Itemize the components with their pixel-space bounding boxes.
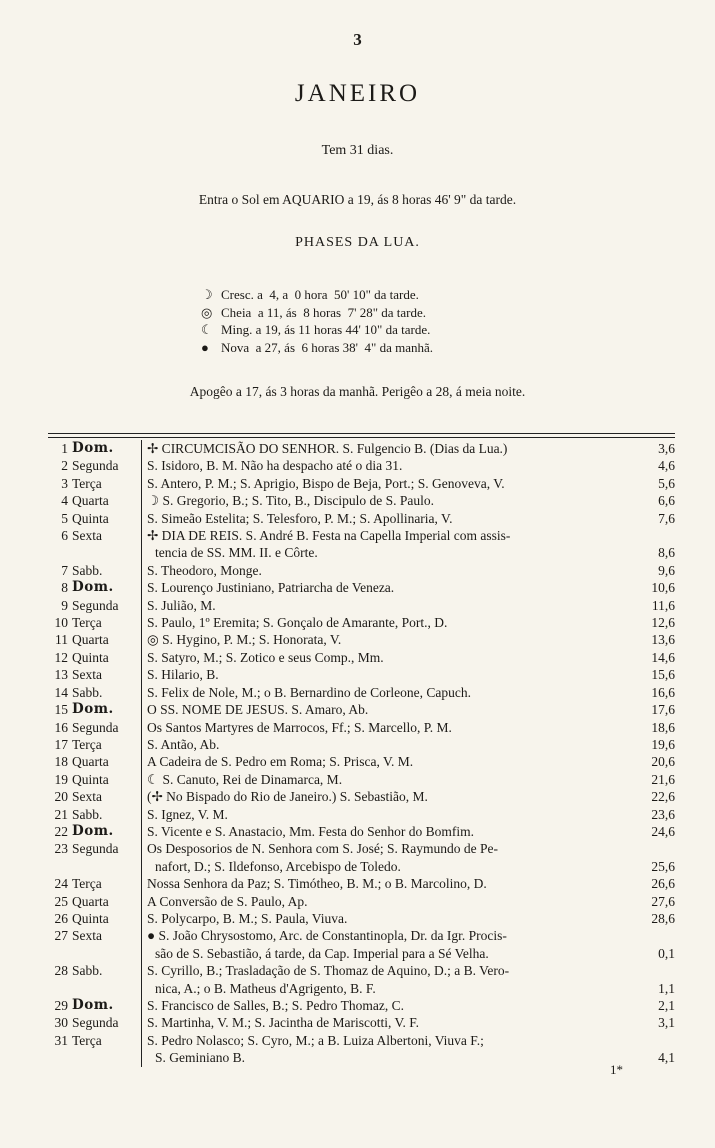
table-row — [48, 562, 675, 579]
moon-days-value: 2,1 — [658, 998, 675, 1013]
saints-text — [142, 492, 623, 509]
saints-line: S. Lourenço Justiniano, Patriarcha de Veneza. — [147, 580, 395, 596]
saints-line: nica, A.; o B. Matheus d'Agrigento, B. F. — [155, 980, 376, 996]
weekday: Segunda — [72, 1015, 119, 1031]
table-row — [48, 1032, 675, 1067]
table-row — [48, 492, 675, 509]
phase-text: Nova a 27, ás 6 horas 38' 4" da manhã. — [221, 339, 433, 355]
moon-days-value: 18,6 — [651, 719, 675, 735]
day-number: 3 — [61, 475, 68, 491]
weekday: Quarta — [72, 893, 109, 909]
saints-text — [142, 893, 623, 910]
table-row — [48, 579, 675, 596]
moon-days-value: 19,6 — [651, 736, 675, 752]
moon-days-value: 1,1 — [658, 980, 675, 996]
table-row — [48, 875, 675, 892]
phase-text: Cheia a 11, ás 8 horas 7' 28" da tarde. — [221, 304, 426, 320]
table-rule-top — [48, 433, 675, 434]
saints-text — [142, 579, 623, 596]
days-count: Tem 31 dias. — [321, 143, 394, 158]
table-row — [48, 788, 675, 805]
weekday: Sexta — [72, 928, 102, 944]
saints-line: S. Paulo, 1º Eremita; S. Gonçalo de Amarante, Port., D. — [147, 615, 448, 631]
phase-row — [201, 339, 433, 357]
weekday: Terça — [72, 876, 102, 892]
saints-line: S. Satyro, M.; S. Zotico e seus Comp., Mm. — [147, 649, 384, 665]
day-number: 17 — [54, 736, 68, 752]
table-row — [48, 753, 675, 770]
day-number: 30 — [54, 1015, 68, 1031]
saints-line: Os Desposorios de N. Senhora com S. José; S. Raymundo de Pe- — [147, 841, 498, 857]
table-row — [48, 962, 675, 997]
saints-text — [142, 597, 623, 614]
saints-line: ● S. João Chrysostomo, Arc. de Constantinopla, Dr. da Igr. Procis- — [147, 928, 507, 944]
moon-days-value: 23,6 — [651, 806, 675, 822]
saints-line: S. Antero, P. M.; S. Aprigio, Bispo de Beja, Port.; S. Genoveva, V. — [147, 475, 505, 491]
weekday: Sabb. — [72, 806, 103, 822]
saints-line: S. Francisco de Salles, B.; S. Pedro Thomaz, C. — [147, 998, 404, 1013]
saints-text — [142, 788, 623, 805]
moon-days-value: 12,6 — [651, 615, 675, 631]
table-row — [48, 927, 675, 962]
day-number: 1 — [61, 441, 68, 456]
saints-text — [142, 631, 623, 648]
weekday: Sabb. — [72, 684, 103, 700]
saints-line: S. Pedro Nolasco; S. Cyro, M.; a B. Luiza Albertoni, Viuva F.; — [147, 1032, 484, 1048]
saints-line: Os Santos Martyres de Marrocos, Ff.; S. Marcello, P. M. — [147, 719, 452, 735]
saints-text — [142, 927, 623, 962]
saints-text — [142, 510, 623, 527]
weekday: Dom. — [72, 579, 114, 596]
table-row — [48, 701, 675, 718]
crescent-moon-icon: ☽ — [201, 287, 213, 302]
table-row — [48, 823, 675, 840]
weekday: Dom. — [72, 822, 114, 839]
saints-text — [142, 997, 623, 1014]
weekday: Sexta — [72, 667, 102, 683]
weekday: Quinta — [72, 649, 109, 665]
table-row — [48, 631, 675, 648]
moon-days-value: 4,1 — [658, 1050, 675, 1066]
weekday: Dom. — [72, 440, 114, 456]
saints-line: S. Geminiano B. — [155, 1050, 245, 1066]
day-number: 31 — [54, 1032, 68, 1048]
weekday: Quinta — [72, 771, 109, 787]
moon-days-value: 20,6 — [651, 754, 675, 770]
table-row — [48, 614, 675, 631]
moon-days-value: 13,6 — [651, 632, 675, 648]
day-number: 9 — [61, 597, 68, 613]
saints-text — [142, 1014, 623, 1031]
moon-phases — [201, 286, 433, 356]
saints-line: S. Vicente e S. Anastacio, Mm. Festa do Senhor do Bomfim. — [147, 823, 475, 839]
phase-row — [201, 286, 433, 304]
day-number: 14 — [54, 684, 68, 700]
moon-days-value: 7,6 — [658, 510, 675, 526]
saints-text — [142, 562, 623, 579]
table-row — [48, 1014, 675, 1031]
moon-days-value: 4,6 — [658, 458, 675, 474]
saints-text — [142, 962, 623, 997]
weekday: Quarta — [72, 493, 109, 509]
table-row — [48, 457, 675, 474]
day-number: 26 — [54, 910, 68, 926]
weekday: Segunda — [72, 841, 119, 857]
saints-line: nafort, D.; S. Ildefonso, Arcebispo de Toledo. — [155, 858, 401, 874]
day-number: 29 — [54, 998, 68, 1013]
saints-line: S. Simeão Estelita; S. Telesforo, P. M.; S. Apollinaria, V. — [147, 510, 453, 526]
table-rule-second — [48, 437, 675, 438]
saints-line: S. Felix de Nole, M.; o B. Bernardino de Corleone, Capuch. — [147, 684, 471, 700]
phase-text: Cresc. a 4, a 0 hora 50' 10" da tarde. — [221, 287, 419, 302]
weekday: Sabb. — [72, 963, 103, 979]
saints-text — [142, 475, 623, 492]
full-moon-icon: ◎ — [201, 304, 213, 320]
moon-days-value: 21,6 — [651, 771, 675, 787]
saints-line: ☾ S. Canuto, Rei de Dinamarca, M. — [147, 771, 343, 787]
saints-text — [142, 736, 623, 753]
day-number: 25 — [54, 893, 68, 909]
moon-days-value: 16,6 — [651, 684, 675, 700]
saints-text — [142, 684, 623, 701]
day-number: 12 — [54, 649, 68, 665]
table-row — [48, 997, 675, 1014]
table-row — [48, 666, 675, 683]
table-row — [48, 736, 675, 753]
weekday: Quinta — [72, 910, 109, 926]
table-row — [48, 684, 675, 701]
weekday: Quarta — [72, 754, 109, 770]
saints-text — [142, 719, 623, 736]
saints-line: S. Martinha, V. M.; S. Jacintha de Mariscotti, V. F. — [147, 1015, 420, 1031]
weekday: Quinta — [72, 510, 109, 526]
moon-days-value: 15,6 — [651, 667, 675, 683]
table-row — [48, 719, 675, 736]
phase-row — [201, 304, 433, 322]
table-row — [48, 910, 675, 927]
day-number: 8 — [61, 580, 68, 596]
weekday: Segunda — [72, 719, 119, 735]
day-number: 10 — [54, 615, 68, 631]
moon-days-value: 28,6 — [651, 910, 675, 926]
saints-line: S. Hilario, B. — [147, 667, 219, 683]
day-number: 22 — [54, 823, 68, 839]
day-number: 7 — [61, 562, 68, 578]
weekday: Quarta — [72, 632, 109, 648]
saints-line: (✢ No Bispado do Rio de Janeiro.) S. Sebastião, M. — [147, 789, 428, 805]
day-number: 18 — [54, 754, 68, 770]
moon-days-value: 22,6 — [651, 789, 675, 805]
saints-text — [142, 1032, 623, 1067]
month-title: JANEIRO — [294, 80, 421, 107]
table-row — [48, 840, 675, 875]
moon-days-value: 11,6 — [651, 597, 675, 613]
moon-days-value: 5,6 — [658, 475, 675, 491]
saints-line: Nossa Senhora da Paz; S. Timótheo, B. M.; o B. Marcolino, D. — [147, 876, 487, 892]
saints-line: tencia de SS. MM. II. e Côrte. — [155, 545, 318, 561]
table-row — [48, 475, 675, 492]
day-number: 2 — [61, 458, 68, 474]
saints-text — [142, 806, 623, 823]
weekday: Segunda — [72, 458, 119, 474]
saints-text — [142, 840, 623, 875]
saints-text — [142, 527, 623, 562]
saints-line: ✢ CIRCUMCISÃO DO SENHOR. S. Fulgencio B. (Dias da Lua.) — [147, 441, 508, 456]
phases-title: PHASES DA LUA. — [295, 235, 420, 250]
day-number: 23 — [54, 841, 68, 857]
weekday: Segunda — [72, 597, 119, 613]
phase-text: Ming. a 19, ás 11 horas 44' 10" da tarde. — [221, 322, 431, 337]
moon-days-value: 17,6 — [651, 702, 675, 718]
weekday: Sabb. — [72, 562, 103, 578]
day-number: 15 — [54, 702, 68, 718]
moon-days-value: 10,6 — [651, 580, 675, 596]
weekday: Sexta — [72, 789, 102, 805]
weekday: Sexta — [72, 528, 102, 544]
moon-days-value: 25,6 — [651, 858, 675, 874]
saints-text — [142, 753, 623, 770]
saints-line: ◎ S. Hygino, P. M.; S. Honorata, V. — [147, 632, 342, 648]
saints-text — [142, 875, 623, 892]
saints-text — [142, 910, 623, 927]
day-number: 5 — [61, 510, 68, 526]
moon-days-value: 24,6 — [651, 823, 675, 839]
saints-line: ☽ S. Gregorio, B.; S. Tito, B., Discipulo de S. Paulo. — [147, 493, 435, 509]
saints-line: O SS. NOME DE JESUS. S. Amaro, Ab. — [147, 702, 369, 718]
day-number: 6 — [61, 528, 68, 544]
weekday: Dom. — [72, 997, 114, 1013]
saints-line: S. Cyrillo, B.; Trasladação de S. Thomaz de Aquino, D.; a B. Vero- — [147, 963, 510, 979]
table-row — [48, 771, 675, 788]
moon-days-value: 0,1 — [658, 945, 675, 961]
day-number: 28 — [54, 963, 68, 979]
table-row — [48, 597, 675, 614]
saints-line: S. Theodoro, Monge. — [147, 562, 262, 578]
moon-days-value: 27,6 — [651, 893, 675, 909]
saints-line: A Cadeira de S. Pedro em Roma; S. Prisca, V. M. — [147, 754, 414, 770]
signature-mark: 1* — [610, 1062, 623, 1077]
day-number: 20 — [54, 789, 68, 805]
day-number: 16 — [54, 719, 68, 735]
weekday: Terça — [72, 615, 102, 631]
moon-days-value: 26,6 — [651, 876, 675, 892]
weekday: Terça — [72, 475, 102, 491]
moon-days-value: 3,6 — [658, 441, 675, 456]
saints-line: S. Julião, M. — [147, 597, 216, 613]
day-number: 24 — [54, 876, 68, 892]
saints-text — [142, 823, 623, 840]
moon-days-value: 6,6 — [658, 493, 675, 509]
day-number: 13 — [54, 667, 68, 683]
saints-line: A Conversão de S. Paulo, Ap. — [147, 893, 308, 909]
saints-line: ✢ DIA DE REIS. S. André B. Festa na Capella Imperial com assis- — [147, 528, 511, 544]
table-row — [48, 440, 675, 457]
moon-days-value: 14,6 — [651, 649, 675, 665]
table-row — [48, 806, 675, 823]
weekday: Dom. — [72, 701, 114, 718]
saints-line: S. Antão, Ab. — [147, 736, 220, 752]
table-row — [48, 527, 675, 562]
table-row — [48, 510, 675, 527]
saints-text — [142, 771, 623, 788]
weekday: Terça — [72, 736, 102, 752]
weekday: Terça — [72, 1032, 102, 1048]
saints-line: S. Ignez, V. M. — [147, 806, 228, 822]
calendar-table — [48, 440, 675, 1067]
saints-text — [142, 701, 623, 718]
moon-days-value: 9,6 — [658, 562, 675, 578]
day-number: 27 — [54, 928, 68, 944]
day-number: 19 — [54, 771, 68, 787]
day-number: 4 — [61, 493, 68, 509]
saints-line: S. Isidoro, B. M. Não ha despacho até o dia 31. — [147, 458, 403, 474]
table-row — [48, 893, 675, 910]
saints-line: S. Polycarpo, B. M.; S. Paula, Viuva. — [147, 910, 348, 926]
saints-text — [142, 440, 623, 457]
day-number: 21 — [54, 806, 68, 822]
apogee-perigee: Apogêo a 17, ás 3 horas da manhã. Perigêo a 28, á meia noite. — [189, 384, 526, 399]
saints-line: são de S. Sebastião, á tarde, da Cap. Imperial para a Sé Velha. — [155, 945, 489, 961]
moon-days-value: 8,6 — [658, 545, 675, 561]
saints-text — [142, 457, 623, 474]
moon-days-value: 3,1 — [658, 1015, 675, 1031]
saints-text — [142, 649, 623, 666]
sun-entry: Entra o Sol em AQUARIO a 19, ás 8 horas 46' 9" da tarde. — [198, 192, 517, 207]
waning-moon-icon: ☾ — [201, 322, 213, 337]
saints-text — [142, 666, 623, 683]
day-number: 11 — [55, 632, 68, 648]
new-moon-icon: ● — [201, 339, 209, 355]
phase-row — [201, 321, 433, 339]
saints-text — [142, 614, 623, 631]
table-row — [48, 649, 675, 666]
page-number: 3 — [353, 30, 362, 49]
